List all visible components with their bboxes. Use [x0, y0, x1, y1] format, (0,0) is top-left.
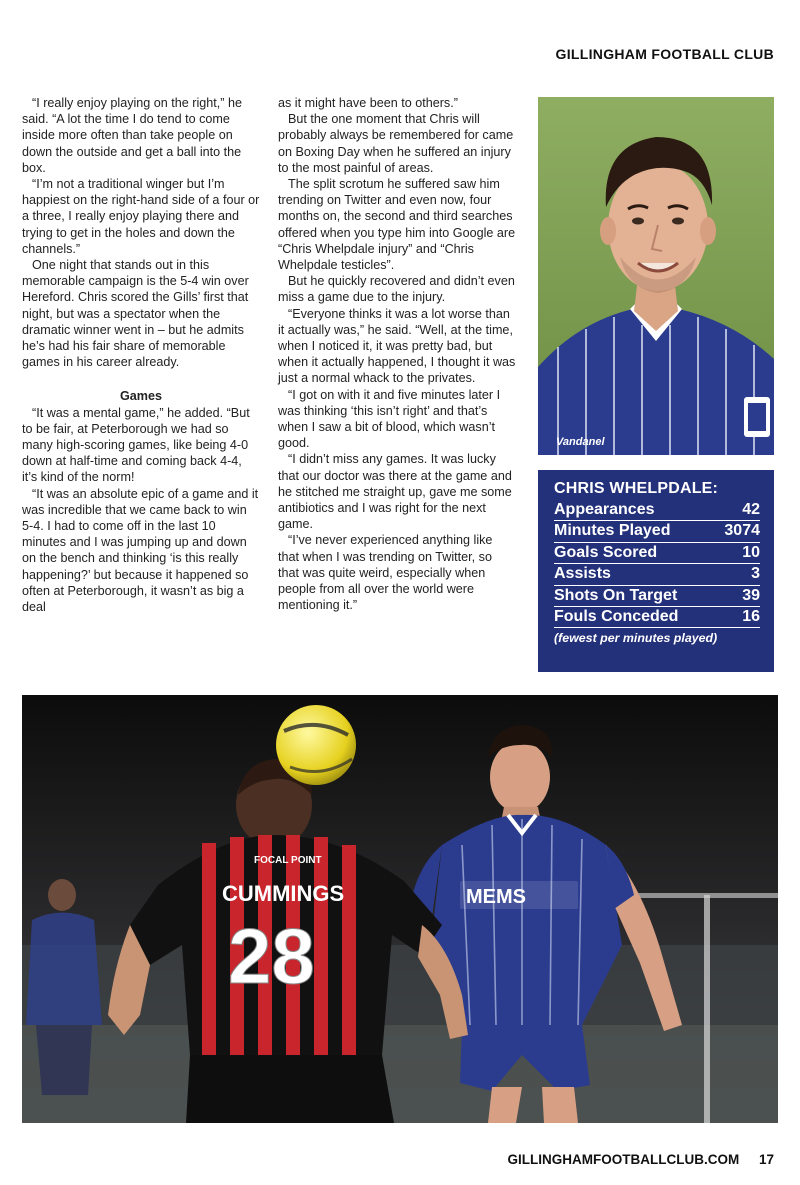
stat-label: Appearances: [554, 501, 655, 518]
match-action-photo: [22, 695, 778, 1123]
paragraph: But he quickly recovered and didn’t even miss a game due to the injury.: [278, 274, 515, 305]
paragraph: as it might have been to others.”: [278, 96, 458, 110]
opponent-name-text: CUMMINGS: [222, 881, 345, 906]
section-subhead: Games: [119, 389, 162, 404]
player-portrait-photo: [538, 97, 774, 455]
paragraph: “I got on with it and five minutes later I was thinking ‘this isn’t right’ and that’s when I saw a bit of blood, which wasn’t good.: [278, 387, 501, 451]
stat-row: [554, 564, 760, 585]
stat-label: Fouls Conceded: [554, 608, 679, 626]
portrait-illustration: [538, 97, 774, 455]
paragraph: The split scrotum he suffered saw him trending on Twitter and even now, four months on, the second and third searches offered when you type him into Google are “Chris Whelpdale injury” and “Chris Whelpdale testicles”.: [278, 177, 516, 273]
portrait-sponsor-text: Vandanel: [556, 436, 605, 448]
football: [276, 705, 356, 785]
paragraph: One night that stands out in this memorable campaign is the 5-4 win over Hereford. Chris scored the Gills’ first that night, but was a spectator when the dramatic winner went in – but he admits he’s had his fair share of memorable games in his career already.: [22, 258, 249, 370]
stat-value: 10: [742, 543, 760, 561]
stat-value: 3: [751, 565, 760, 583]
stat-row: [554, 607, 760, 628]
running-header: GILLINGHAM FOOTBALL CLUB: [555, 46, 774, 62]
article-column-1: [22, 95, 260, 615]
paragraph: “I’m not a traditional winger but I’m happiest on the right-hand side of a four or a three, I really enjoy playing there and trying to get in the holes and down the channels.”: [22, 177, 260, 256]
stat-row: [554, 586, 760, 607]
page-number: 17: [758, 1152, 774, 1167]
stat-label: Minutes Played: [554, 522, 671, 540]
opponent-number-text: 28: [228, 912, 315, 1000]
paragraph: “Everyone thinks it was a lot worse than it actually was,” he said. “Well, at the time, when I noticed it, it was pretty bad, but when it actually happened, I thought it was just a normal whack to the privates.: [278, 306, 516, 386]
stat-row: [554, 521, 760, 542]
stats-footnote: (fewest per minutes played): [554, 631, 718, 646]
stat-row: [554, 543, 760, 564]
opponent-sponsor-text: FOCAL POINT: [254, 855, 322, 866]
stat-row: [554, 500, 760, 521]
stat-label: Shots On Target: [554, 586, 678, 604]
stat-value: 3074: [724, 522, 760, 540]
gills-sponsor-text: MEMS: [466, 886, 526, 908]
action-illustration: [22, 695, 778, 1123]
paragraph: “I’ve never experienced anything like that when I was trending on Twitter, so that was quite weird, especially when people from all over the world were mentioning it.”: [278, 533, 493, 613]
article-column-2: [278, 95, 516, 614]
player-stats-box: [538, 470, 774, 672]
stats-title: CHRIS WHELPDALE:: [554, 480, 719, 497]
paragraph: “I really enjoy playing on the right,” he said. “A lot the time I do tend to come inside more often than take people on down the outside and get a ball into the box.: [22, 96, 243, 175]
stat-value: 16: [742, 608, 760, 626]
stat-value: 42: [742, 501, 760, 518]
paragraph: “It was a mental game,” he added. “But to be fair, at Peterborough we had so many high-scoring games, like being 4-0 down at half-time and coming back 4-4, it’s kind of the norm!: [22, 405, 250, 485]
stat-value: 39: [742, 586, 760, 604]
stat-label: Goals Scored: [554, 543, 658, 561]
page-footer: [507, 1152, 774, 1167]
paragraph: “It was an absolute epic of a game and it was incredible that we came back to win 5-4. I had to come off in the last 10 minutes and I was jumping up and down on the bench and thinking ‘is this really happening?’ but because it happened so often at Peterborough, it wasn’t as big a deal: [22, 486, 259, 615]
footer-website: GILLINGHAMFOOTBALLCLUB.COM: [507, 1152, 740, 1167]
paragraph: “I didn’t miss any games. It was lucky that our doctor was there at the game and he stitched me straight up, gave me some antibiotics and I was right for the next game.: [278, 452, 512, 532]
stat-label: Assists: [554, 565, 611, 583]
paragraph: But the one moment that Chris will probably always be remembered for came on Boxing Day when he suffered an injury to the most painful of areas.: [278, 112, 514, 175]
